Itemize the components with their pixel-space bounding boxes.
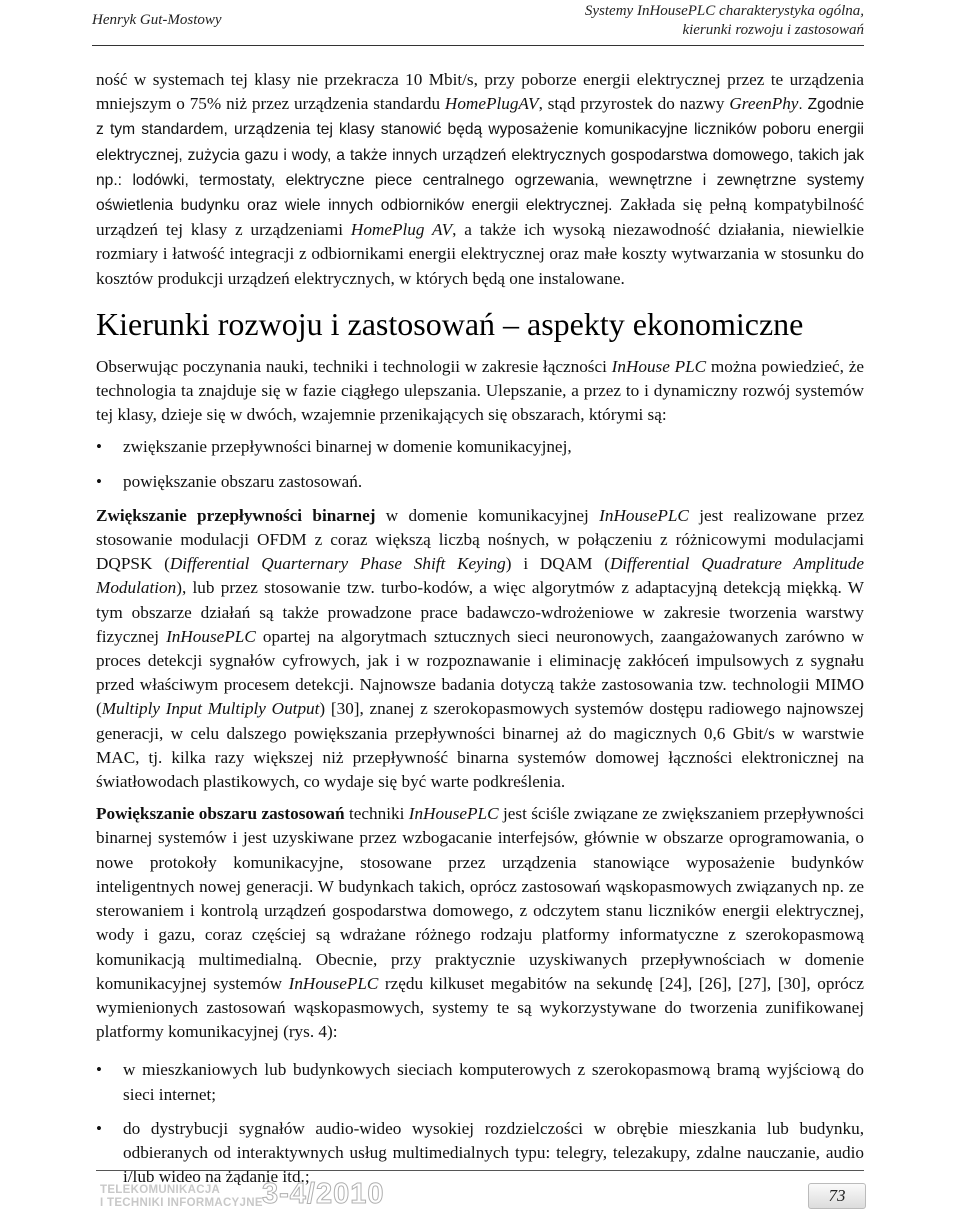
term-inhouseplc: InHousePLC <box>408 804 499 824</box>
bullet-icon: • <box>96 1060 102 1080</box>
list-item <box>96 1058 864 1106</box>
text-run: ) [30], znanej z szerokopasmowych systemów dostępu radiowego najnowszej generacji, w celu dalszego powiększania przepływności binarnej aż do magicznych 0,6 Gbit/s w warstwie MAC, tj. kilka razy większej niż przepływność binarna systemów domowej łączności elektronicznej na światłowodach plastikowych, co wydaje się być warte podkreślenia. <box>96 699 865 792</box>
text-run: jest realizowane przez stosowanie modulacji OFDM z coraz większą liczbą nośnych, w połączeniu z różnicowymi modulacjami DQPSK ( <box>96 505 864 574</box>
bold-lead: Zwiększanie przepływności binarnej <box>96 505 376 525</box>
header-title <box>585 2 864 40</box>
issue-number: 3-4/2010 <box>262 1178 385 1210</box>
journal-name-line1: TELEKOMUNIKACJA <box>100 1184 221 1196</box>
bullet-icon: • <box>96 1118 102 1138</box>
text-run: ), lub przez stosowanie tzw. turbo-kodów, a więc algorytmów z adaptacyjną detekcją miękką. W tym obszarze działań są także prowadzone prace badawczo-wdrożeniowe w zakresie tworzenia warstwy fizycznej <box>96 578 864 646</box>
bullet-list-areas <box>96 435 864 493</box>
list-item-text: powiększanie obszaru zastosowań. <box>123 471 363 491</box>
text-run-sans: . Zgodnie z tym standardem, urządzenia tej klasy stanowić będą wyposażenie komunikacyjne liczników poboru energii elektrycznej, zużycia gazu i wody, a także innych urządzeń elektrycznych gospodarstwa domowego, takich jak np.: lodówki, termostaty, elektryczne piece centralnego ogrzewania, wewnętrzne i zewnętrzne systemy oświetlenia budynku oraz wiele innych odbiorników energii elektrycznej. <box>96 96 864 215</box>
text-run: Zakłada się pełną kompatybilność urządzeń tej klasy z urządzeniami <box>96 195 864 240</box>
paragraph-intro <box>96 355 864 428</box>
list-item <box>96 435 864 459</box>
list-item-text: do dystrybucji sygnałów audio-wideo wysokiej rozdzielczości w obrębie mieszkania lub budynku, odbieranych od interaktywnych usług multimedialnych typu: telegry, telezakupy, zdalne nauczanie, audio i/lub wideo na żądanie itd.; <box>123 1118 864 1187</box>
term-dqpsk: Differential Quarternary Phase Shift Keying <box>169 554 506 574</box>
footer-rule <box>96 1170 864 1171</box>
term-inhouseplc: InHousePLC <box>599 505 689 525</box>
paragraph-greenphy <box>96 68 864 291</box>
term-inhouseplc: InHousePLC <box>166 626 256 646</box>
term-mimo: Multiply Input Multiply Output <box>101 699 320 719</box>
text-run: w domenie komunikacyjnej <box>375 505 600 525</box>
text-run: ) i DQAM ( <box>505 554 610 574</box>
page-number: 73 <box>808 1183 866 1209</box>
text-run: rzędu kilkuset megabitów na sekundę [24], [26], [27], [30], oprócz wymienionych zastosowań wąskopasmowych, systemy te są wykorzystywane do tworzenia zunifikowanej platformy komunikacyjnej (rys. 4): <box>96 973 864 1042</box>
journal-logo <box>100 1184 263 1210</box>
term-dqam: Differential Quadrature Amplitude Modulation <box>96 554 864 598</box>
list-item-text: zwiększanie przepływności binarnej w domenie komunikacyjnej, <box>123 437 572 457</box>
header-title-line2: kierunki rozwoju i zastosowań <box>682 22 864 38</box>
text-run: , stąd przyrostek do nazwy <box>538 94 730 114</box>
list-item <box>96 470 864 494</box>
text-run: jest ściśle związane ze zwiększaniem przepływności binarnej systemów i jest uzyskiwane przez wzbogacanie interfejsów, głównie w obszarze oprogramowania, o nowe protokoły komunikacyjne, stosowane przez urządzenia stanowiące wyposażenie budynków inteligentnych nowej generacji. W budynkach takich, oprócz zastosowań wąskopasmowych związanych np. ze sterowaniem i kontrolą urządzeń gospodarstwa domowego, z odczytem stanu liczników energii elektrycznej, wody i gazu, coraz częściej są wdrażane różnego rodzaju platformy informatyczne z szerokopasmową komunikacją multimedialną. Obecnie, przy praktycznie uzyskiwanych przepływnościach w domenie komunikacyjnej systemów <box>96 804 864 993</box>
paragraph-bitrate <box>96 504 864 794</box>
term-homeplug-av: HomePlug AV <box>350 220 453 240</box>
header-title-line1: Systemy InHousePLC charakterystyka ogólna, <box>584 3 864 19</box>
term-homeplugav: HomePlugAV <box>444 94 539 114</box>
term-greenphy: GreenPhy <box>729 94 799 114</box>
bullet-icon: • <box>96 437 102 457</box>
header-author: Henryk Gut-Mostowy <box>92 12 222 28</box>
text-run: , a także ich wysoką niezawodność działania, niewielkie rozmiary i łatwość integracji z odbiornikami energii elektrycznej oraz małe koszty wytwarzania w stosunku do kosztów produkcji urządzeń elektrycznych, w których będą one instalowane. <box>96 220 864 288</box>
article-body <box>96 68 864 1199</box>
term-inhouse-plc: InHouse PLC <box>611 356 707 376</box>
text-run: techniki <box>344 804 409 824</box>
journal-name-line2: I TECHNIKI INFORMACYJNE <box>100 1197 263 1209</box>
bold-lead: Powiększanie obszaru zastosowań <box>96 804 345 824</box>
header-rule <box>92 45 864 46</box>
section-heading: Kierunki rozwoju i zastosowań – aspekty ekonomiczne <box>96 305 804 342</box>
list-item-text: w mieszkaniowych lub budynkowych sieciach komputerowych z szerokopasmową bramą wyjściową do sieci internet; <box>123 1060 864 1104</box>
running-header <box>0 0 960 48</box>
text-run: Obserwując poczynania nauki, techniki i technologii w zakresie łączności <box>96 356 612 376</box>
text-run: można powiedzieć, że technologia ta znajduje się w fazie ciągłego ulepszania. Ulepszanie, a przez to i dynamiczny rozwój systemów tej klasy, dzieje się w dwóch, wzajemnie przenikających się obszarach, którymi są: <box>96 356 864 425</box>
page-footer <box>0 1170 960 1212</box>
text-run: opartej na algorytmach sztucznych sieci neuronowych, zaangażowanych zarówno w proces detekcji sygnałów cyfrowych, jak i w rozpoznawanie i eliminację zakłóceń impulsowych z sygnału przed właściwym procesem detekcji. Najnowsze badania dotyczą także zastosowania tzw. technologii MIMO ( <box>96 626 864 719</box>
paragraph-applications <box>96 802 864 1044</box>
term-inhouseplc: InHousePLC <box>288 973 379 993</box>
bullet-icon: • <box>96 471 102 491</box>
text-run: ność w systemach tej klasy nie przekracza 10 Mbit/s, przy poborze energii elektrycznej przez te urządzenia mniejszym o 75% niż przez urządzenia standardu <box>96 70 864 114</box>
